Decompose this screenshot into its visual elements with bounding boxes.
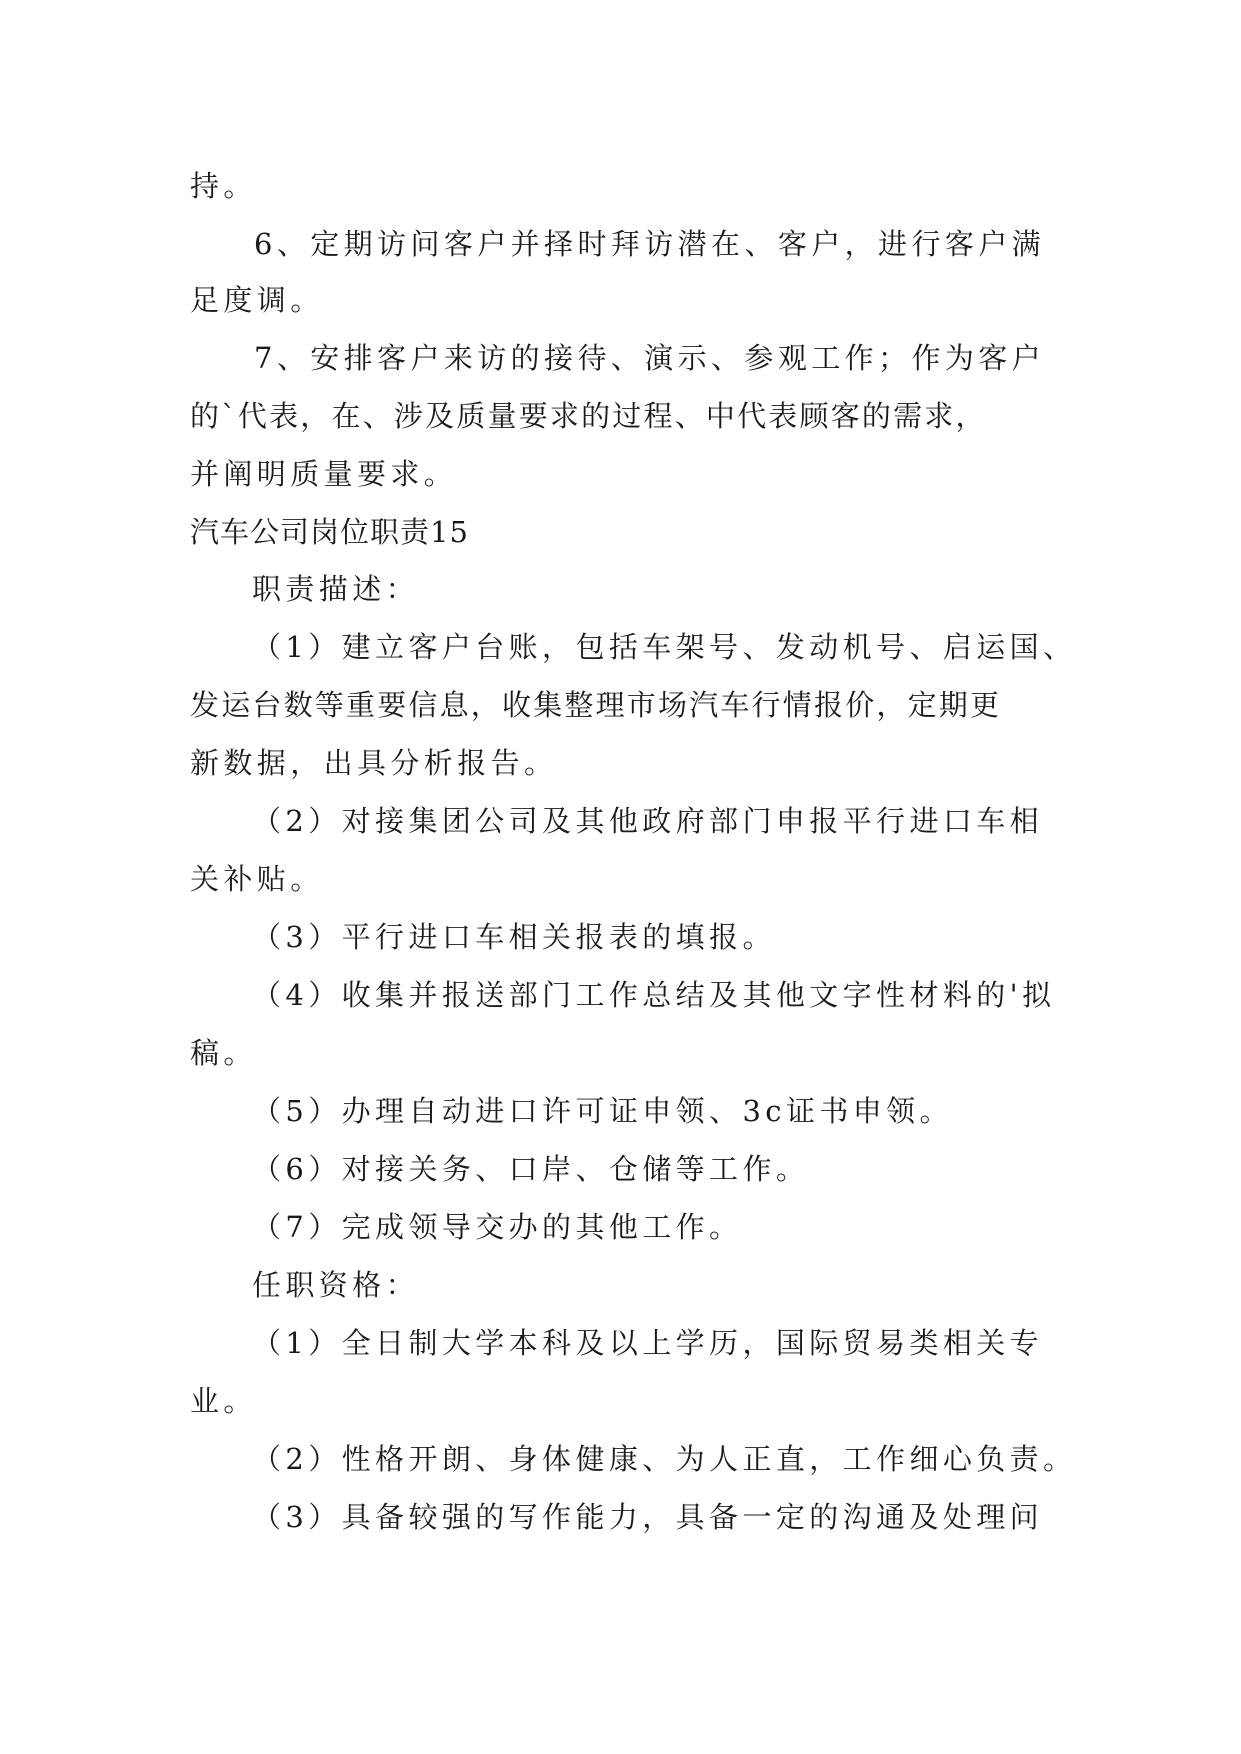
text-line: （1）全日制大学本科及以上学历，国际贸易类相关专 [252,1326,1044,1360]
text-line: 7、安排客户来访的接待、演示、参观工作；作为客户 [254,341,1046,375]
section-label: 任职资格： [252,1268,420,1302]
text-line: （3）具备较强的写作能力，具备一定的沟通及处理问 [252,1500,1044,1534]
text-line: 足度调。 [190,283,324,317]
text-line: （4）收集并报送部门工作总结及其他文字性材料的'拟 [252,978,1056,1012]
text-line: 6、定期访问客户并择时拜访潜在、客户，进行客户满 [254,227,1046,261]
text-line: （2）对接集团公司及其他政府部门申报平行进口车相 [252,804,1044,838]
text-line: （2）性格开朗、身体健康、为人正直，工作细心负责。 [252,1442,1077,1476]
text-line: 稿。 [190,1036,257,1070]
text-line: （6）对接关务、口岸、仓储等工作。 [252,1152,810,1186]
section-label: 职责描述： [252,572,420,606]
text-line: （7）完成领导交办的其他工作。 [252,1210,743,1244]
text-line: 并阐明质量要求。 [190,457,458,491]
text-line: 关补贴。 [190,862,324,896]
text-line: （5）办理自动进口许可证申领、3c证书申领。 [252,1094,953,1128]
text-line: 持。 [190,169,257,203]
text-line: 的`代表，在、涉及质量要求的过程、中代表顾客的需求， [190,399,987,433]
text-line: 新数据，出具分析报告。 [190,746,558,780]
section-title: 汽车公司岗位职责15 [190,515,469,549]
text-line: （3）平行进口车相关报表的填报。 [252,920,776,954]
text-line: （1）建立客户台账，包括车架号、发动机号、启运国、 [252,630,1077,664]
text-line: 业。 [190,1384,257,1418]
text-line: 发运台数等重要信息，收集整理市场汽车行情报价，定期更 [190,688,1002,722]
